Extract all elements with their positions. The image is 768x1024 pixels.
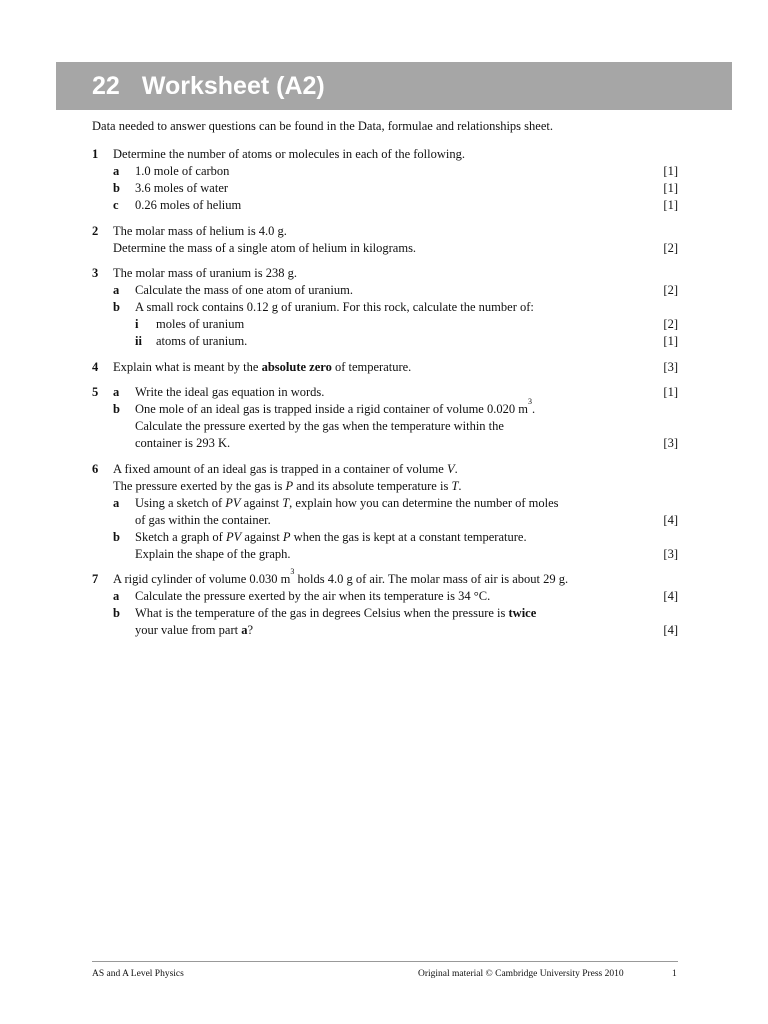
footer-course: AS and A Level Physics <box>92 969 184 979</box>
question-text: The pressure exerted by the gas is P and its absolute temperature is T. <box>113 478 462 493</box>
mark-allocation: [4] <box>663 589 678 603</box>
part-text: Sketch a graph of PV against P when the gas is kept at a constant temperature. <box>135 529 527 544</box>
part-label: b <box>113 300 120 314</box>
question-number: 3 <box>92 266 99 280</box>
part-text: your value from part a? <box>135 623 254 637</box>
part-label: a <box>113 164 120 178</box>
question-5 <box>92 384 678 452</box>
mark-allocation: [2] <box>663 283 678 297</box>
mark-allocation: [1] <box>663 198 678 212</box>
question-2 <box>92 223 678 257</box>
question-1 <box>92 146 678 214</box>
part-label: a <box>113 589 120 603</box>
question-number: 1 <box>92 147 99 161</box>
part-text: 0.26 moles of helium <box>135 198 242 212</box>
mark-allocation: [2] <box>663 240 678 255</box>
part-label: a <box>113 495 120 510</box>
part-text: container is 293 K. <box>135 436 231 450</box>
subpart-text: moles of uranium <box>156 317 245 331</box>
question-7 <box>92 566 678 639</box>
question-stem: A rigid cylinder of volume 0.030 $m^3$ holds 4.0 g of air. The molar mass of air is about 29 g. <box>113 566 569 586</box>
worksheet-title-bar <box>56 62 732 110</box>
part-text: 3.6 moles of water <box>135 181 229 195</box>
mark-allocation: [4] <box>663 512 678 527</box>
question-stem: Determine the number of atoms or molecules in each of the following. <box>113 147 465 161</box>
mark-allocation: [1] <box>663 181 678 195</box>
page-title: Worksheet (A2) <box>141 71 325 100</box>
part-label: a <box>113 385 120 399</box>
mark-allocation: [4] <box>663 623 678 637</box>
question-number: 6 <box>92 461 99 476</box>
question-number: 4 <box>92 359 99 374</box>
part-text: of gas within the container. <box>135 512 271 527</box>
question-number: 2 <box>92 223 99 238</box>
part-label: a <box>113 283 120 297</box>
part-label: c <box>113 198 119 212</box>
subpart-label: i <box>135 317 139 331</box>
question-4 <box>92 359 678 376</box>
question-stem: A fixed amount of an ideal gas is trapped in a container of volume V. <box>113 461 458 476</box>
question-stem: The molar mass of uranium is 238 g. <box>113 266 297 280</box>
mark-allocation: [3] <box>663 359 678 374</box>
mark-allocation: [3] <box>663 436 678 450</box>
question-text: Determine the mass of a single atom of helium in kilograms. <box>113 240 417 255</box>
subpart-label: ii <box>135 334 142 348</box>
footer-divider <box>92 961 678 962</box>
question-3 <box>92 265 678 350</box>
part-text: Using a sketch of PV against T, explain how you can determine the number of moles <box>135 495 559 510</box>
intro-text: Data needed to answer questions can be found in the Data, formulae and relationships sheet. <box>92 119 553 133</box>
question-number: 5 <box>92 385 99 399</box>
page-number: 1 <box>672 969 677 979</box>
part-text: Calculate the pressure exerted by the air when its temperature is 34 °C. <box>135 589 491 603</box>
question-stem: Explain what is meant by the absolute zero of temperature. <box>113 359 412 374</box>
question-stem: The molar mass of helium is 4.0 g. <box>113 223 287 238</box>
mark-allocation: [2] <box>663 317 678 331</box>
bold-term: absolute zero <box>261 359 332 374</box>
mark-allocation: [3] <box>663 546 678 561</box>
part-label: b <box>113 181 120 195</box>
part-text: Calculate the mass of one atom of uranium. <box>135 283 353 297</box>
question-number: 7 <box>92 572 99 586</box>
mark-allocation: [1] <box>663 334 678 348</box>
part-label: b <box>113 529 120 544</box>
part-text: What is the temperature of the gas in degrees Celsius when the pressure is twice <box>135 606 537 620</box>
part-text: A small rock contains 0.12 g of uranium. For this rock, calculate the number of: <box>135 300 534 314</box>
mark-allocation: [1] <box>663 164 678 178</box>
subpart-text: atoms of uranium. <box>156 334 248 348</box>
mark-allocation: [1] <box>663 385 678 399</box>
question-list <box>92 146 678 648</box>
part-text: 1.0 mole of carbon <box>135 164 230 178</box>
footer-copyright: Original material © Cambridge University Press 2010 <box>418 969 624 979</box>
chapter-number: 22 <box>92 71 120 100</box>
part-text: Write the ideal gas equation in words. <box>135 385 325 399</box>
part-label: b <box>113 402 120 416</box>
part-text: Explain the shape of the graph. <box>135 546 291 561</box>
part-label: b <box>113 606 120 620</box>
part-text: One mole of an ideal gas is trapped inside a rigid container of volume 0.020 $m^3$. <box>135 396 536 416</box>
question-6 <box>92 461 678 563</box>
part-text: Calculate the pressure exerted by the gas when the temperature within the <box>135 419 504 433</box>
